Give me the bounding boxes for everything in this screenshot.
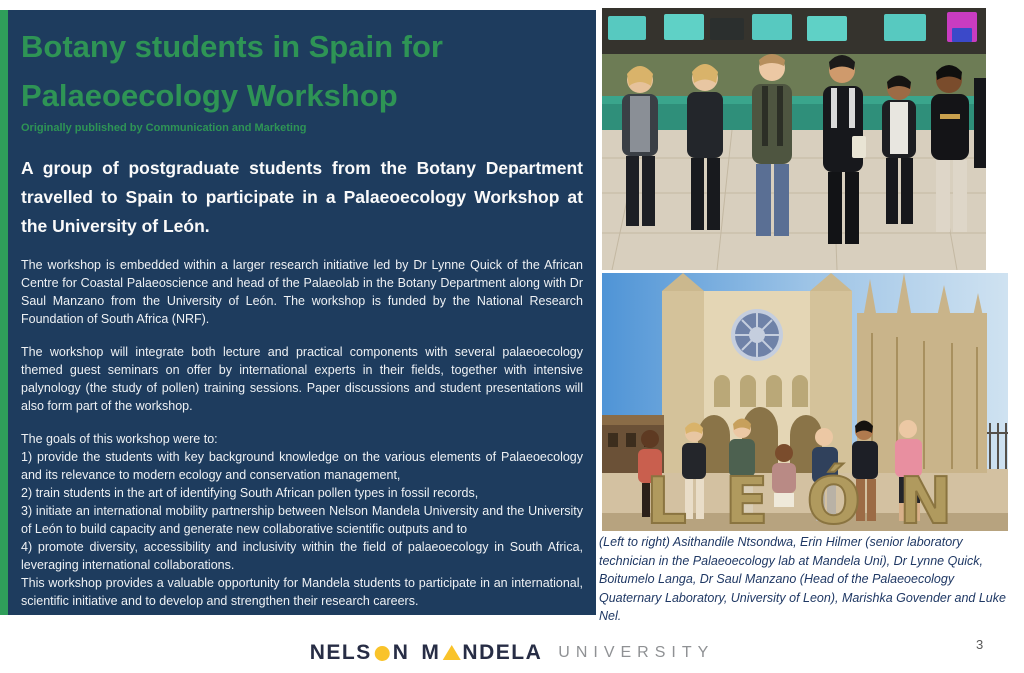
page-title-line1: Botany students in Spain for (21, 29, 443, 64)
goal-item: 4) promote diversity, accessibility and inclusivity within the field of palaeoecology in South Africa, leveraging international collaborations. (21, 540, 583, 572)
page-title (21, 22, 583, 120)
page-number: 3 (976, 637, 984, 652)
logo-o-circle-icon (375, 646, 390, 661)
logo-text-ndela: NDELA (462, 641, 543, 664)
photo-airport-group (602, 8, 986, 270)
university-logo (310, 641, 715, 665)
left-accent-stripe (0, 10, 8, 615)
logo-a-triangle-icon (442, 645, 460, 660)
closing-paragraph: This workshop provides a valuable opportunity for Mandela students to participate in an international, scientific initiative and to develop and strengthen their research careers. (21, 576, 583, 608)
photo-cathedral-group (602, 273, 1008, 531)
body-paragraph: The workshop is embedded within a larger research initiative led by Dr Lynne Quick of the African Centre for Coastal Palaeoscience and head of the Palaeolab in the Botany Department along with Dr Saul Manzano from the University of León. The workshop is funded by the National Research Foundation of South Africa (NRF). (21, 258, 583, 326)
article-panel (8, 10, 596, 615)
page-title-line2: Palaeoecology Workshop (21, 78, 398, 113)
byline: Originally published by Communication and Marketing (21, 122, 307, 134)
leon-sign-letters: LEÓN (646, 465, 991, 531)
logo-text-n: N (392, 641, 410, 664)
photo-caption: (Left to right) Asithandile Ntsondwa, Erin Hilmer (senior laboratory technician in the Palaeoecology lab at Mandela Uni), Dr Lynne Quick, Boitumelo Langa, Dr Saul Manzano (Head of the Palaeoecology Quaternary Laboratory, University of Leon), Marishka Govender and Luke Nel. (599, 535, 1006, 623)
goal-item: 3) initiate an international mobility partnership between Nelson Mandela University and the University of León to build capacity and generate new collaborative scientific outputs and to (21, 504, 583, 536)
goals-intro: The goals of this workshop were to: (21, 432, 218, 446)
goal-item: 1) provide the students with key background knowledge on the various elements of Palaeoecology and its relevance to modern ecology and conservation management, (21, 450, 583, 482)
logo-text-m: M (421, 641, 441, 664)
logo-text-nels: NELS (309, 641, 372, 664)
logo-text-university: UNIVERSITY (558, 644, 715, 661)
goal-item: 2) train students in the art of identifying South African pollen types in fossil records, (21, 486, 479, 500)
goals-block (21, 430, 583, 610)
intro-paragraph: A group of postgraduate students from the Botany Department travelled to Spain to participate in a Palaeoecology Workshop at the University of León. (21, 158, 583, 236)
body-paragraph: The workshop will integrate both lecture and practical components with several palaeoecology themed guest seminars on offer by international experts in their fields, together with intensive palynology (the study of pollen) training sessions. Paper discussions and student presentations will also form part of the workshop. (21, 345, 583, 413)
